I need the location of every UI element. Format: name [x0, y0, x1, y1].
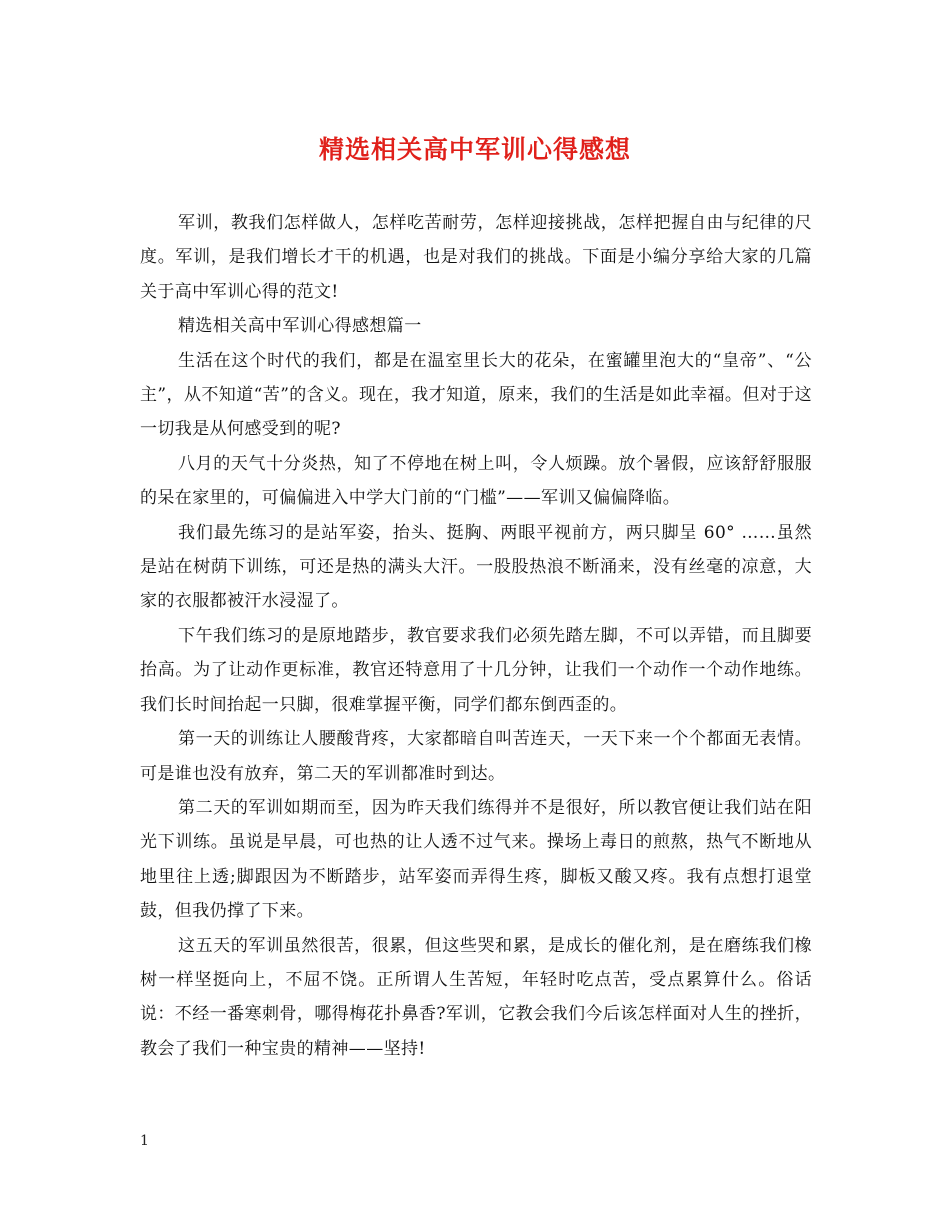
body-paragraph: 下午我们练习的是原地踏步，教官要求我们必须先踏左脚，不可以弄错，而且脚要抬高。为了让动作更标准，教官还特意用了十几分钟，让我们一个动作一个动作地练。我们长时间抬起一只脚，很难掌握平衡，同学们都东倒西歪的。 [140, 625, 812, 715]
body-paragraph: 第二天的军训如期而至，因为昨天我们练得并不是很好，所以教官便让我们站在阳光下训练。虽说是早晨，可也热的让人透不过气来。操场上毒日的煎熬，热气不断地从地里往上透;脚跟因为不断踏步，站军姿而弄得生疼，脚板又酸又疼。我有点想打退堂鼓，但我仍撑了下来。 [140, 797, 812, 922]
body-paragraph: 生活在这个时代的我们，都是在温室里长大的花朵，在蜜罐里泡大的“皇帝”、“公主”，从不知道“苦”的含义。现在，我才知道，原来，我们的生活是如此幸福。但对于这一切我是从何感受到的呢? [140, 350, 812, 440]
document-body [140, 206, 812, 1066]
body-paragraph: 八月的天气十分炎热，知了不停地在树上叫，令人烦躁。放个暑假，应该舒舒服服的呆在家里的，可偏偏进入中学大门前的“门槛”——军训又偏偏降临。 [140, 453, 812, 509]
body-paragraph: 这五天的军训虽然很苦，很累，但这些哭和累，是成长的催化剂，是在磨练我们橡树一样坚挺向上，不屈不饶。正所谓人生苦短，年轻时吃点苦，受点累算什么。俗话说：不经一番寒刺骨，哪得梅花扑鼻香?军训，它教会我们今后该怎样面对人生的挫折，教会了我们一种宝贵的精神——坚持! [140, 935, 812, 1059]
page-number: 1 [140, 1133, 149, 1149]
body-paragraph: 第一天的训练让人腰酸背疼，大家都暗自叫苦连天，一天下来一个个都面无表情。可是谁也没有放弃，第二天的军训都准时到达。 [140, 729, 812, 784]
intro-paragraph: 军训，教我们怎样做人，怎样吃苦耐劳，怎样迎接挑战，怎样把握自由与纪律的尺度。军训，是我们增长才干的机遇，也是对我们的挑战。下面是小编分享给大家的几篇关于高中军训心得的范文! [140, 213, 812, 302]
body-paragraph: 我们最先练习的是站军姿，抬头、挺胸、两眼平视前方，两只脚呈 60° ……虽然是站在树荫下训练，可还是热的满头大汗。一股股热浪不断涌来，没有丝毫的凉意，大家的衣服都被汗水浸湿了。 [140, 522, 812, 612]
page-title: 精选相关高中军训心得感想 [318, 135, 631, 164]
section-heading: 精选相关高中军训心得感想篇一 [178, 316, 422, 337]
